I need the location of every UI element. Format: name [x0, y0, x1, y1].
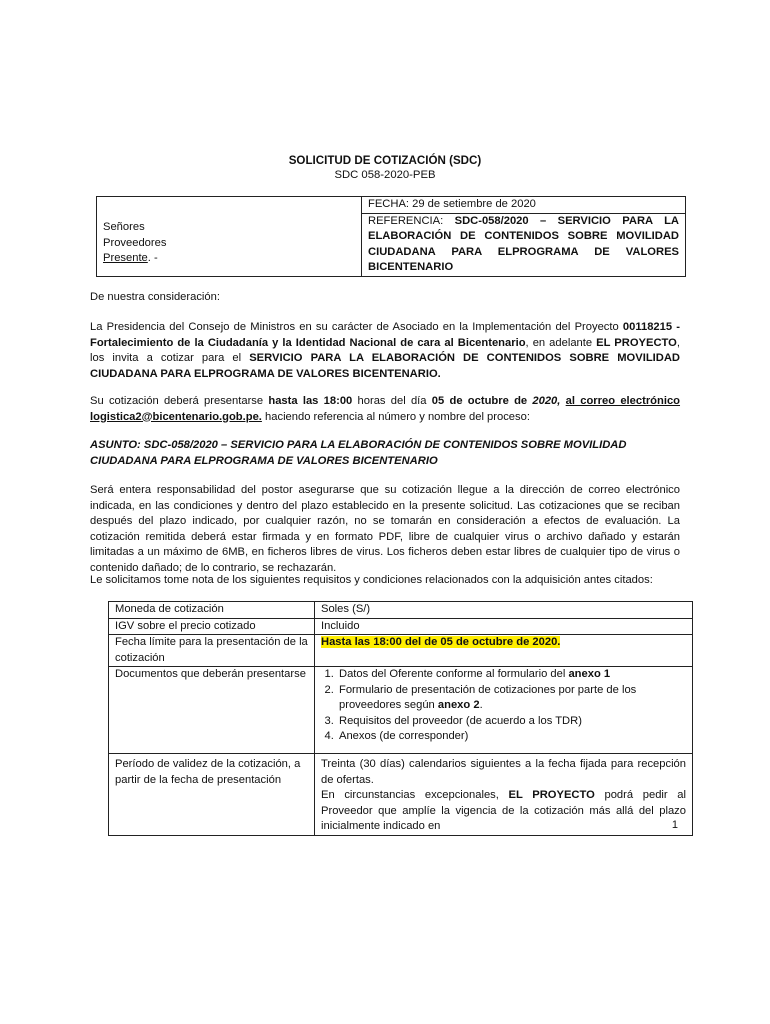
documents-list — [321, 667, 686, 745]
addressee-cell — [97, 197, 362, 277]
paragraph-requirements-intro: Le solicitamos tome nota de los siguientes requisitos y condiciones relacionados con la adquisición antes citados: — [90, 574, 653, 586]
addressee-line: Proveedores — [103, 236, 167, 249]
requirement-value — [315, 635, 693, 667]
document-title: SOLICITUD DE COTIZACIÓN (SDC) — [288, 154, 482, 167]
addressee-presente: Presente. - — [103, 252, 158, 264]
table-row — [109, 754, 693, 836]
paragraph-invitation: La Presidencia del Consejo de Ministros en su carácter de Asociado en la Implementación del Proyecto 00118215 - Fortalecimiento de la Ciudadanía y la Identidad Nacional de cara al Bicentenario, en adelante EL PROYECTO, los invita a cotizar para el SERVICIO PARA LA ELABORACIÓN DE CONTENIDOS SOBRE MOVILIDAD CIUDADANA PARA ELPROGRAMA DE VALORES BICENTENARIO. — [90, 321, 681, 380]
requirements-table — [108, 601, 693, 836]
requirement-label: Moneda de cotización — [109, 602, 315, 619]
table-row — [109, 602, 693, 619]
requirement-label: Documentos que deberán presentarse — [109, 667, 315, 754]
requirement-value: Incluido — [315, 618, 693, 635]
addressee-line: Señores — [103, 221, 145, 233]
requirement-value: Soles (S/) — [315, 602, 693, 619]
page-number: 1 — [671, 819, 678, 831]
document-subtitle: SDC 058-2020-PEB — [334, 169, 436, 181]
list-item: 3. Requisitos del proveedor (de acuerdo a los TDR) — [337, 714, 686, 730]
referencia-label: REFERENCIA: — [368, 214, 444, 227]
asunto-line: ASUNTO: SDC-058/2020 – SERVICIO PARA LA ELABORACIÓN DE CONTENIDOS SOBRE MOVILIDAD CIUDADANA PARA ELPROGRAMA DE VALORES BICENTENARIO — [90, 439, 627, 467]
referencia-text: SDC-058/2020 – SERVICIO PARA LA ELABORACIÓN DE CONTENIDOS SOBRE MOVILIDAD CIUDADANA PARA ELPROGRAMA DE VALORES BICENTENARIO — [368, 214, 679, 273]
requirement-label: Período de validez de la cotización, a partir de la fecha de presentación — [109, 754, 315, 836]
requirement-value: Treinta (30 días) calendarios siguientes a la fecha fijada para recepción de ofertas. En circunstancias excepcionales, EL PROYECTO podrá pedir al Proveedor que amplíe la vigencia de la cotización más allá del plazo inicialmente indicado en — [315, 754, 693, 836]
paragraph-deadline: Su cotización deberá presentarse hasta las 18:00 horas del día 05 de octubre de 2020, al correo electrónico logistica2@bicentenario.gob.pe. haciendo referencia al número y nombre del proceso: — [90, 395, 681, 423]
list-item: 2. Formulario de presentación de cotizaciones por parte de los proveedores según anexo 2. — [337, 683, 686, 714]
referencia-cell — [362, 213, 686, 276]
list-item: 4. Anexos (de corresponder) — [337, 729, 686, 745]
requirement-label: Fecha límite para la presentación de la cotización — [109, 635, 315, 667]
list-item: 1. Datos del Oferente conforme al formulario del anexo 1 — [337, 667, 686, 683]
table-row — [109, 635, 693, 667]
paragraph-responsibility: Será entera responsabilidad del postor asegurarse que su cotización llegue a la dirección de correo electrónico indicada, en las condiciones y dentro del plazo establecido en la presente solicitud. Las cotizaciones que se reciban después del plazo indicado, por cualquier razón, no se tomarán en consideración a efectos de evaluación. La cotización remitida deberá estar firmada y en formato PDF, libre de cualquier virus o archivo dañado y estarán limitadas a un máximo de 6MB, en ficheros libres de virus. Los ficheros deben estar libres de cualquier tipo de virus o contenido dañado; de lo contrario, se rechazarán. — [90, 484, 680, 574]
fecha-cell: FECHA: 29 de setiembre de 2020 — [362, 197, 686, 214]
greeting: De nuestra consideración: — [90, 291, 220, 303]
deadline-highlight: Hasta las 18:00 del de 05 de octubre de 2020. — [321, 636, 561, 648]
table-row — [109, 667, 693, 754]
requirement-value — [315, 667, 693, 754]
requirement-label: IGV sobre el precio cotizado — [109, 618, 315, 635]
email-link[interactable]: al correo electrónico logistica2@bicentenario.gob.pe. — [90, 395, 681, 423]
header-box — [96, 196, 686, 277]
table-row — [109, 618, 693, 635]
